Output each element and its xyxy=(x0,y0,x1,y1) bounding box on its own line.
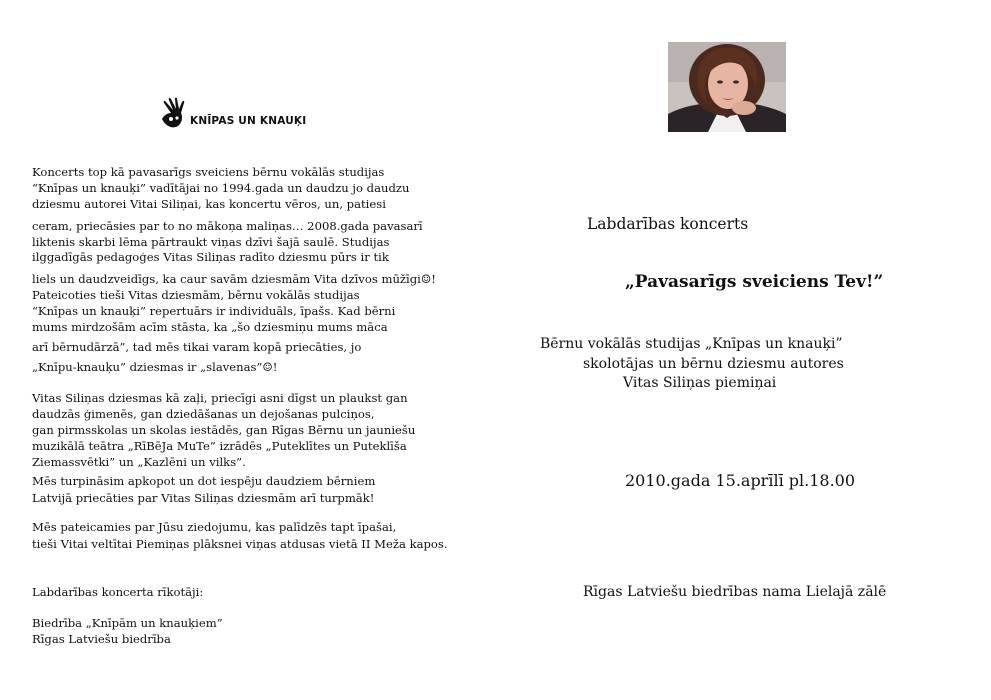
paragraph-line: „Knīpu-knauķu” dziesmas ir „slavenas”☺! xyxy=(32,360,278,374)
paragraph-line: “Knīpas un knauķi” repertuārs ir individuāls, īpašs. Kad bērni xyxy=(32,304,396,318)
paragraph-line: Mēs turpināsim apkopot un dot iespēju daudziem bērniem xyxy=(32,474,376,488)
event-type: Labdarības koncerts xyxy=(587,215,749,233)
concert-title: „Pavasarīgs sveiciens Tev!” xyxy=(625,272,884,292)
paragraph-line: tieši Vitai veltītai Piemiņas plāksnei viņas atdusas vietā II Meža kapos. xyxy=(32,537,448,551)
paragraph-line: arī bērnudārzā”, tad mēs tikai varam kopā priecāties, jo xyxy=(32,340,362,354)
concert-venue: Rīgas Latviešu biedrības nama Lielajā zālē xyxy=(583,584,887,600)
paragraph-line: Ziemassvētki” un „Kazlēni un vilks”. xyxy=(32,455,246,469)
paragraph-line: Vitas Siliņas dziesmas kā zaļi, priecīgi asni dīgst un plaukst gan xyxy=(32,391,408,405)
paragraph-line: ilggadīgās pedagoģes Vitas Siliņas radīto dziesmu pūrs ir tik xyxy=(32,250,389,264)
logo-text: KNĪPAS UN KNAUĶI xyxy=(190,115,307,127)
paragraph-line: Pateicoties tieši Vitas dziesmām, bērnu vokālās studijas xyxy=(32,288,360,302)
dedication-line: Bērnu vokālās studijas „Knīpas un knauķi” xyxy=(540,336,843,352)
organizer-item: Rīgas Latviešu biedrība xyxy=(32,632,171,646)
paragraph-line: ceram, priecāsies par to no mākoņa maliņas… 2008.gada pavasarī xyxy=(32,219,423,233)
dedication-line: skolotājas un bērnu dziesmu autores xyxy=(583,356,844,372)
studio-logo xyxy=(158,97,307,133)
paragraph-line: liktenis skarbi lēma pārtraukt viņas dzīvi šajā saulē. Studijas xyxy=(32,235,390,249)
paragraph-line: liels un daudzveidīgs, ka caur savām dziesmām Vita dzīvos mūžīgi☺! xyxy=(32,272,436,286)
paragraph-line: dziesmu autorei Vitai Siliņai, kas koncertu vēros, un, patiesi xyxy=(32,197,386,211)
concert-date: 2010.gada 15.aprīlī pl.18.00 xyxy=(625,471,856,490)
paragraph-line: Mēs pateicamies par Jūsu ziedojumu, kas palīdzēs tapt īpašai, xyxy=(32,520,397,534)
paragraph-line: gan pirmsskolas un skolas iestādēs, gan Rīgas Bērnu un jauniešu xyxy=(32,423,416,437)
paragraph-line: “Knīpas un knauķi” vadītājai no 1994.gada un daudzu jo daudzu xyxy=(32,181,410,195)
paragraph-line: Latvijā priecāties par Vitas Siliņas dziesmām arī turpmāk! xyxy=(32,491,375,505)
hand-icon xyxy=(158,97,192,131)
paragraph-line: daudzās ģimenēs, gan dziedāšanas un dejošanas pulciņos, xyxy=(32,407,375,421)
organizer-item: Biedrība „Knīpām un knauķiem” xyxy=(32,616,223,630)
dedication-line: Vitas Siliņas piemiņai xyxy=(623,375,777,391)
paragraph-line: mums mirdzošām acīm stāsta, ka „šo dziesmiņu mums māca xyxy=(32,320,388,334)
paragraph-line: Koncerts top kā pavasarīgs sveiciens bērnu vokālās studijas xyxy=(32,165,385,179)
organizers-label: Labdarības koncerta rīkotāji: xyxy=(32,585,204,599)
paragraph-line: muzikālā teātra „RīBēJa MuTe” izrādēs „Puteklītes un Puteklīša xyxy=(32,439,407,453)
portrait-photo xyxy=(668,42,786,132)
